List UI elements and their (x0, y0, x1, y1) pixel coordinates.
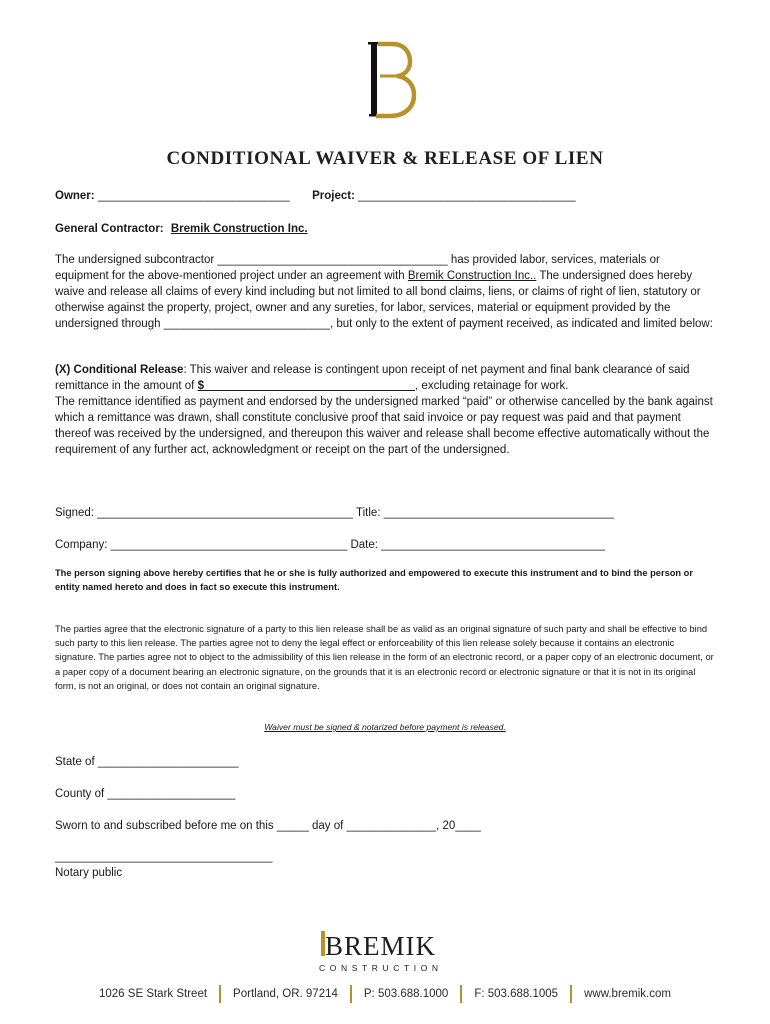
footer-address: 1026 SE Stark Street (99, 988, 208, 1000)
waiver-body-paragraph (55, 252, 715, 332)
company-date-row[interactable]: Company: _____________________________________ Date: ___________________________________ (55, 539, 605, 551)
owner-label: Owner: (55, 190, 95, 202)
footer-phone: P: 503.688.1000 (363, 988, 449, 1000)
conditional-text1: : This waiver and release is contingent upon receipt of net payment and final bank clearance of said remittance in the amount of (55, 364, 690, 393)
footer-divider (460, 985, 462, 1003)
project-label: Project: (312, 190, 355, 202)
document-title: CONDITIONAL WAIVER & RELEASE OF LIEN (166, 148, 604, 169)
body-text-part1: The undersigned subcontractor ____________________________________ has provided labor, services, materials or equipment for the above-mentioned project under an agreement with (55, 254, 660, 283)
conditional-release-section (55, 362, 715, 459)
body-text-part2: The undersigned does hereby waive and release all claims of every kind including but not limited to all bond claims, liens, or claims of right of lien, statutory or otherwise against the property, project, owner and any sureties, for labor, services, material or equipment provided by the undersigned through __________________________, but only to the extent of payment received, as indicated and limited below: (55, 270, 713, 331)
conditional-text2: , excluding retainage for work. (415, 380, 569, 393)
footer-divider (570, 985, 572, 1003)
footer-website[interactable]: www.bremik.com (584, 988, 671, 1000)
footer-fax: F: 503.688.1005 (474, 988, 559, 1000)
construction-logo-sub: CONSTRUCTION (319, 963, 443, 973)
notary-label: Notary public (55, 867, 123, 879)
signed-title-row[interactable]: Signed: ________________________________________ Title: ____________________________________ (55, 507, 614, 519)
bremik-monogram-logo (340, 38, 430, 122)
certification-text: The person signing above hereby certifies that he or she is fully authorized and empowered to execute this instrument and to bind the person or entity named hereto and does in fact so execute this instrument. (55, 568, 693, 593)
electronic-signature-clause: The parties agree that the electronic signature of a party to this lien release shall be as valid as an original signature of such party and shall be effective to bind such party to this lien release. The parties agree not to deny the legal effect or enforceability of this lien release solely because it contains an electronic signature. The parties agree not to object to the admissibility of this lien release in the form of an electronic record, or a paper copy of an electronic document, or a paper copy of a document bearing an electronic signature, on the grounds that it is an electronic record or electronic signature or that it is not in its original form, is not an original, or does not contain an original signature. (55, 624, 714, 691)
notary-signature-line[interactable]: __________________________________ (55, 851, 273, 863)
state-field[interactable]: State of ______________________ (55, 756, 239, 768)
footer-city: Portland, OR. 97214 (233, 988, 338, 1000)
owner-project-row (55, 188, 576, 204)
remittance-paragraph: The remittance identified as payment and endorsed by the undersigned marked “paid” or otherwise cancelled by the bank against which a remittance was drawn, shall constitute conclusive proof that said invoice or pay request was paid and that payment thereof was received by the undersigned, and thereupon this waiver and release shall become effective automatically without the requirement of any further act, acknowledgment or receipt on the part of the undersigned. (55, 396, 713, 457)
amount-field[interactable]: $_________________________________ (197, 380, 416, 393)
sworn-line[interactable]: Sworn to and subscribed before me on this _____ day of ______________, 20____ (55, 820, 481, 832)
gc-label: General Contractor: (55, 223, 164, 235)
project-field[interactable]: __________________________________ (358, 190, 576, 202)
gc-reference-link: Bremik Construction Inc.. (407, 270, 537, 283)
conditional-release-label: (X) Conditional Release (55, 364, 184, 376)
bremik-logo-name: BREMIK (325, 931, 437, 961)
footer-divider (219, 985, 221, 1003)
footer-contact-bar (0, 984, 770, 1004)
general-contractor-row (55, 221, 308, 237)
owner-field[interactable]: ______________________________ (97, 190, 290, 202)
bremik-construction-logo (316, 928, 456, 976)
gc-value: Bremik Construction Inc. (170, 223, 308, 235)
notarize-notice: Waiver must be signed & notarized before payment is released. (264, 722, 506, 732)
county-field[interactable]: County of ____________________ (55, 788, 236, 800)
footer-divider (350, 985, 352, 1003)
